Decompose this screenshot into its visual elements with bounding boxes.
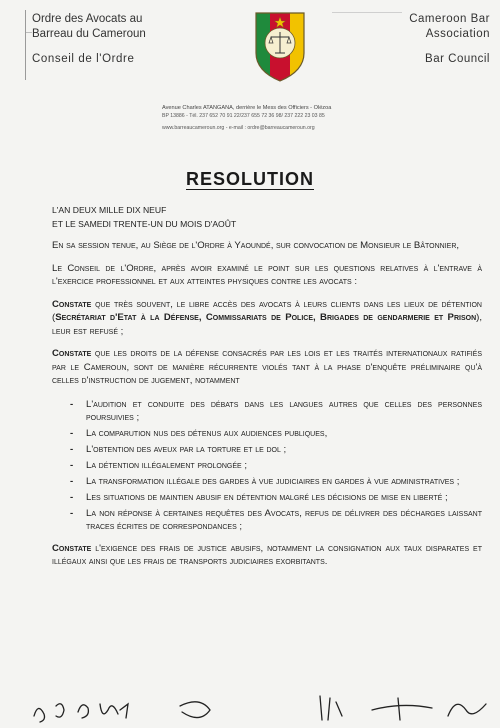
letterhead-left-line2: Barreau du Cameroun [32,28,146,40]
handwritten-signature-4 [448,704,486,716]
list-item: - L'obtention des aveux par la torture et le dol ; [70,443,482,456]
paragraph-session: En sa session tenue, au Siège de l'Ordre à Yaoundé, sur convocation de Monsieur le Bâtonnier, [52,240,460,251]
list-item: - La comparution nus des détenus aux audiences publiques, [70,427,482,440]
letterhead-left-rule [25,10,26,80]
letterhead-right-sub: Bar Council [425,53,490,65]
violations-list [52,398,482,533]
list-item: - Les situations de maintien abusif en détention malgré les décisions de mise en liberté ; [70,491,482,504]
letterhead-right-line1: Cameroon Bar [409,13,490,25]
date-line1: L'AN DEUX MILLE DIX NEUF [52,205,167,215]
handwritten-signature-2 [320,696,342,720]
address-line3: www.barreaucameroun.org - e-mail : ordre@barreaucameroun.org [162,125,315,131]
letterhead-left-sub: Conseil de l'Ordre [32,53,135,65]
address-line2: BP 13886 - Tél. 237 652 70 91 22/237 655 72 36 98/ 237 222 23 03 85 [162,113,325,119]
signatures-area [0,676,500,728]
address-line1: Avenue Charles ATANGANA, derrière le Mess des Officiers - Olézoa [162,105,332,111]
list-item: - La détention illégalement prolongée ; [70,459,482,472]
letterhead-left [32,12,146,67]
paragraph-constate-rights [52,347,482,388]
handwritten-signature-3 [372,705,432,710]
letterhead-left-line1: Ordre des Avocats au [32,13,143,25]
constate-label: Constate [52,348,92,359]
date-line2: ET LE SAMEDI TRENTE-UN DU MOIS D'AOÛT [52,218,237,229]
letterhead-right-line2: Association [425,28,490,40]
constate-label: Constate [52,542,92,554]
letterhead-right-rule [332,12,402,13]
letterhead-right [409,12,490,67]
list-item: - L'audition et conduite des débats dans les langues autres que celles des personnes poursuivies ; [70,398,482,424]
paragraph-constate-fees-text: l'exigence des frais de justice abusifs, notamment la consignation aux taux disparates et illégaux ainsi que les frais de transports judiciaires exorbitants. [52,542,482,567]
paragraph-constate-access-b: Secrétariat d'Etat à la Défense, Commissariats de Police, Brigades de gendarmerie et Prison [55,312,477,323]
list-item: - La non réponse à certaines requêtes des Avocats, refus de délivrer des décharges laissant traces écrites de correspondances ; [70,507,482,533]
document-body [52,204,482,569]
paragraph-council: Le Conseil de l'Ordre, après avoir examiné le point sur les questions relatives à l'entrave à l'exercice professionnel et aux atteintes physiques contre les avocats : [52,262,482,287]
letterhead-address [162,104,422,132]
handwritten-initial-1 [34,708,45,722]
date-block [52,204,482,231]
list-item: - La transformation illégale des gardes à vue judiciaires en gardes à vue administratives ; [70,475,482,488]
bar-association-seal-icon [250,9,310,83]
paragraph-constate-access [52,298,482,339]
paragraph-constate-access-a: que très souvent, le libre accès des avocats à leurs clients dans les lieux de détention ( [52,298,482,323]
paragraph-constate-fees [52,542,482,569]
constate-label: Constate [52,298,92,310]
paragraph-constate-access-c: ), leur est refusé ; [52,312,482,337]
handwritten-signature-1 [180,702,210,718]
paragraph-constate-rights-text: que les droits de la défense consacrés par les lois et les traités internationaux ratifiés par le Cameroun, sont de manière récurrente violés tant à la phase d'enquête préliminaire qu'à celles d'instruction de jugement, notamment [52,348,482,386]
document-title-text: RESOLUTION [185,169,314,189]
document-title [0,169,500,190]
